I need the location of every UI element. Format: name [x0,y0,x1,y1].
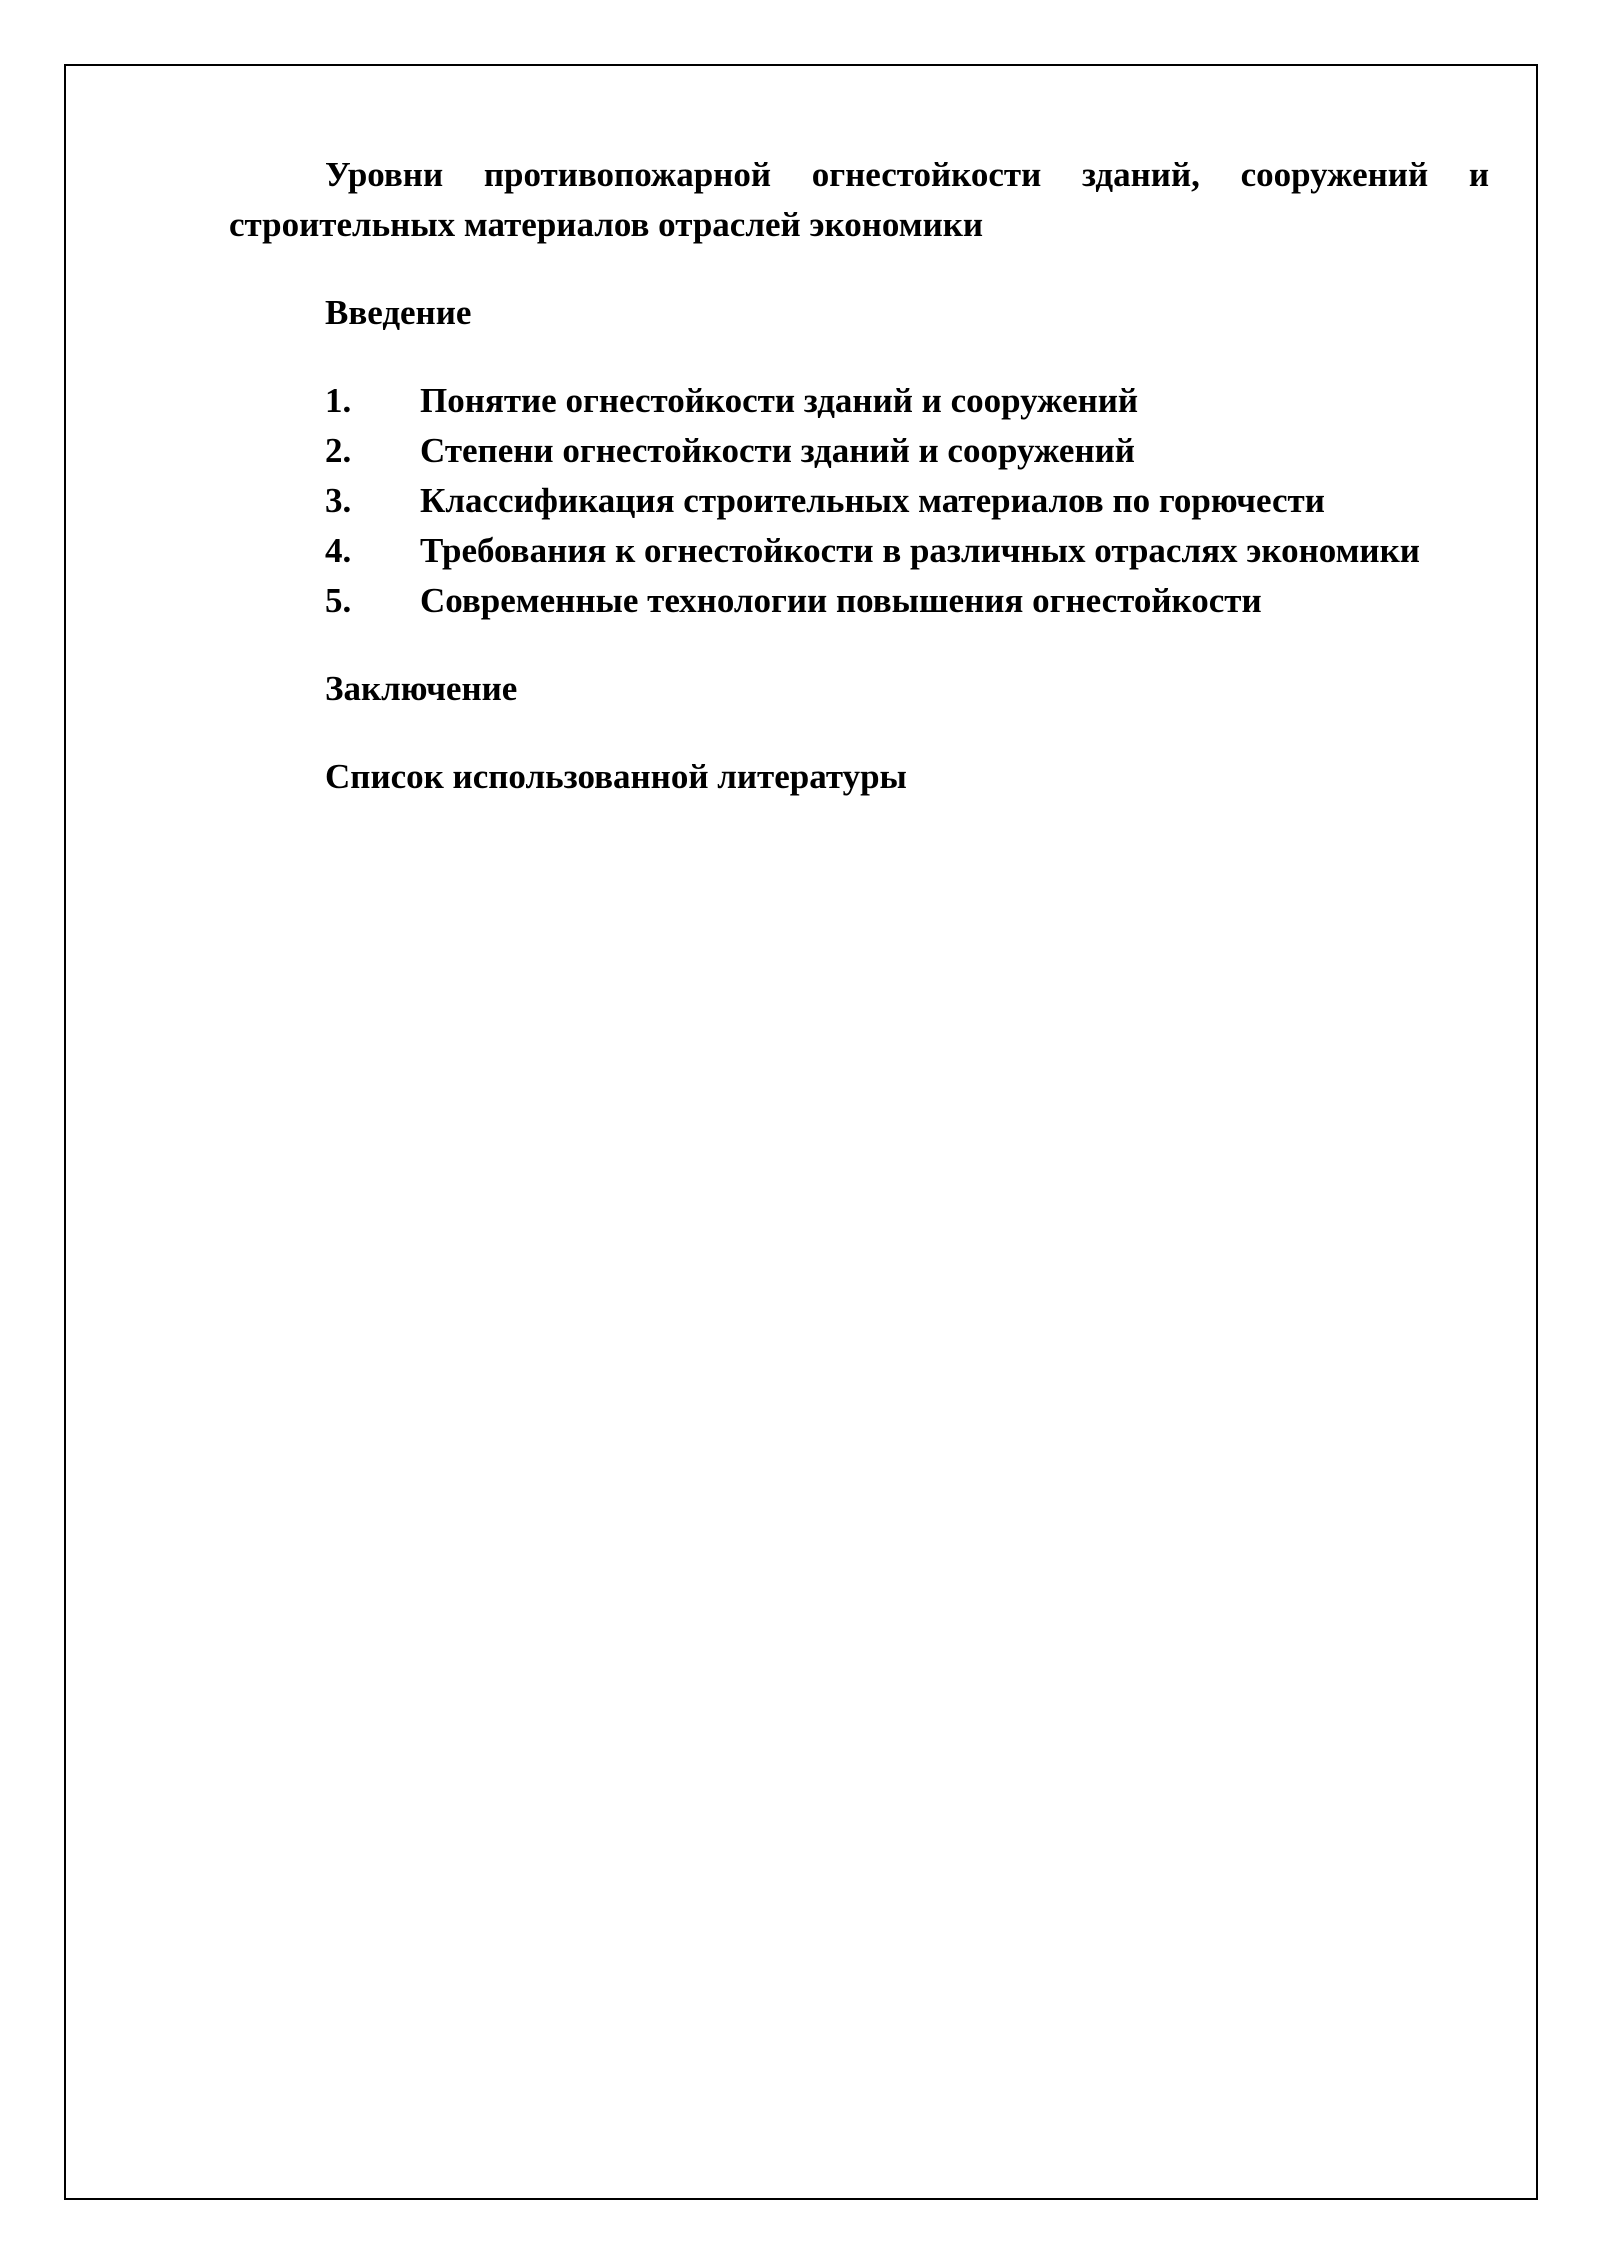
toc-item-number: 5. [325,581,352,620]
toc-item-3 [229,476,1489,526]
toc-item-text: Понятие огнестойкости зданий и сооружений [420,381,1139,420]
toc-item-text: Требования к огнестойкости в различных отраслях экономики [420,531,1420,570]
toc-item-1 [229,376,1489,426]
toc-item-number: 1. [325,381,352,420]
document-body [229,150,1489,840]
section-references: Список использованной литературы [325,757,907,796]
table-of-contents [229,376,1489,626]
toc-item-4 [229,526,1489,576]
toc-item-number: 3. [325,481,352,520]
toc-item-text: Современные технологии повышения огнестойкости [420,581,1262,620]
toc-item-2 [229,426,1489,476]
toc-item-text: Степени огнестойкости зданий и сооружений [420,431,1135,470]
toc-item-number: 4. [325,531,352,570]
section-introduction: Введение [325,293,472,332]
document-title: Уровни противопожарной огнестойкости зданий, сооружений и строительных материалов отраслей экономики [229,155,1489,244]
toc-item-text: Классификация строительных материалов по горючести [420,481,1325,520]
section-conclusion: Заключение [325,669,518,708]
toc-item-5 [229,576,1489,626]
toc-item-number: 2. [325,431,352,470]
